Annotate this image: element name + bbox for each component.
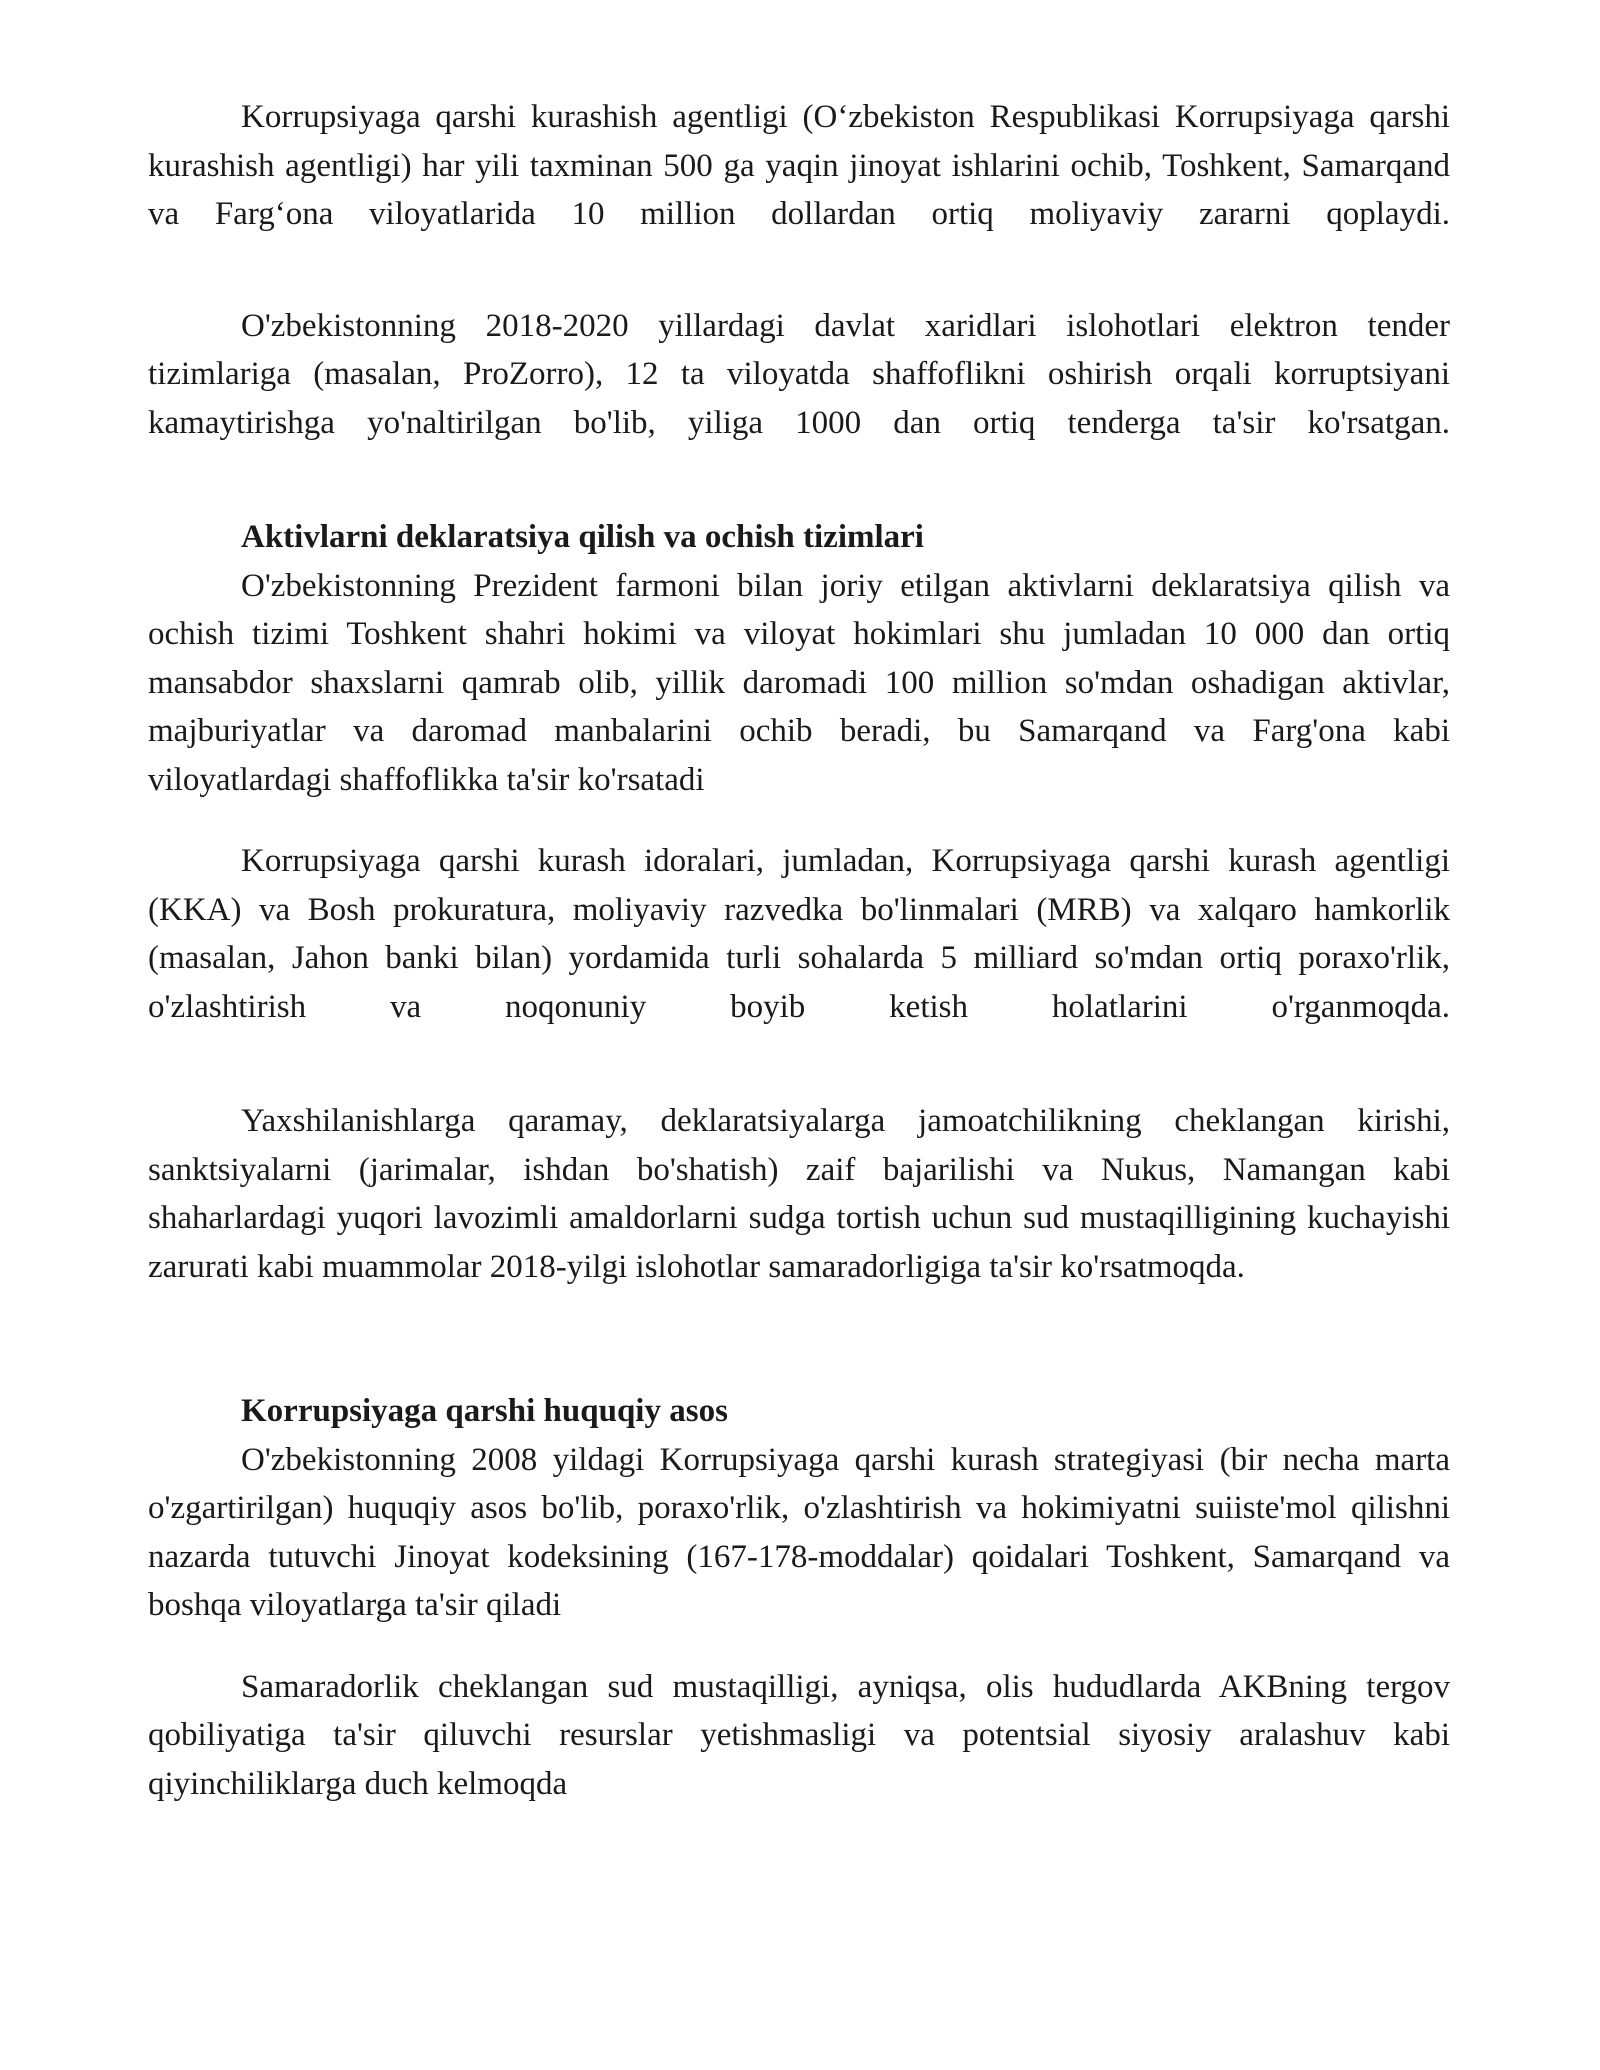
paragraph-asset-declaration: O'zbekistonning Prezident farmoni bilan joriy etilgan aktivlarni deklaratsiya qilish va ochish tizimi Toshkent shahri hokimi va viloyat hokimlari shu jumladan 10 000 dan ortiq mansabdor shaxslarni qamrab olib, yillik daromadi 100 million so'mdan oshadigan aktivlar, majburiyatlar va daromad manbalarini ochib beradi, bu Samarqand va Farg'ona kabi viloyatlardagi shaffoflikka ta'sir ko'rsatadi bbox=[148, 567, 1450, 798]
paragraph-agency-cases: Korrupsiyaga qarshi kurashish agentligi (O‘zbekiston Respublikasi Korrupsiyaga qarshi kurashish agentligi) har yili taxminan 500 ga yaqin jinoyat ishlarini ochib, Toshkent, Samarqand va Farg‘ona viloyatlarida 10 million dollardan ortiq moliyaviy zararni qoplaydi. bbox=[148, 99, 1450, 232]
document-page bbox=[148, 93, 1450, 1808]
paragraph-anticorruption-bodies: Korrupsiyaga qarshi kurash idoralari, jumladan, Korrupsiyaga qarshi kurash agentligi (KKA) va Bosh prokuratura, moliyaviy razvedka bo'linmalari (MRB) va xalqaro hamkorlik (masalan, Jahon banki bilan) yordamida turli sohalarda 5 milliard so'mdan ortiq poraxo'rlik, o'zlashtirish va noqonuniy boyib ketish holatlarini o'rganmoqda. bbox=[148, 843, 1450, 1025]
paragraph-procurement-reforms: O'zbekistonning 2018-2020 yillardagi davlat xaridlari islohotlari elektron tender tizimlariga (masalan, ProZorro), 12 ta viloyatda shaffoflikni oshirish orqali korruptsiyani kamaytirishga yo'naltirilgan bo'lib, yiliga 1000 dan ortiq tenderga ta'sir ko'rsatgan. bbox=[148, 307, 1450, 441]
heading-legal-basis: Korrupsiyaga qarshi huquqiy asos bbox=[241, 1393, 728, 1429]
paragraph-effectiveness: Samaradorlik cheklangan sud mustaqilligi, ayniqsa, olis hududlarda AKBning tergov qobiliyatiga ta'sir qiluvchi resurslar yetishmasligi va potentsial siyosiy aralashuv kabi qiyinchiliklarga duch kelmoqda bbox=[148, 1668, 1450, 1802]
heading-asset-declaration: Aktivlarni deklaratsiya qilish va ochish tizimlari bbox=[241, 519, 924, 555]
paragraph-legal-basis: O'zbekistonning 2008 yildagi Korrupsiyaga qarshi kurash strategiyasi (bir necha marta o'zgartirilgan) huquqiy asos bo'lib, poraxo'rlik, o'zlashtirish va hokimiyatni suiiste'mol qilishni nazarda tutuvchi Jinoyat kodeksining (167-178-moddalar) qoidalari Toshkent, Samarqand va boshqa viloyatlarga ta'sir qiladi bbox=[148, 1441, 1450, 1623]
paragraph-challenges: Yaxshilanishlarga qaramay, deklaratsiyalarga jamoatchilikning cheklangan kirishi, sanktsiyalarni (jarimalar, ishdan bo'shatish) zaif bajarilishi va Nukus, Namangan kabi shaharlardagi yuqori lavozimli amaldorlarni sudga tortish uchun sud mustaqilligining kuchayishi zarurati kabi muammolar 2018-yilgi islohotlar samaradorligiga ta'sir ko'rsatmoqda. bbox=[148, 1103, 1450, 1285]
